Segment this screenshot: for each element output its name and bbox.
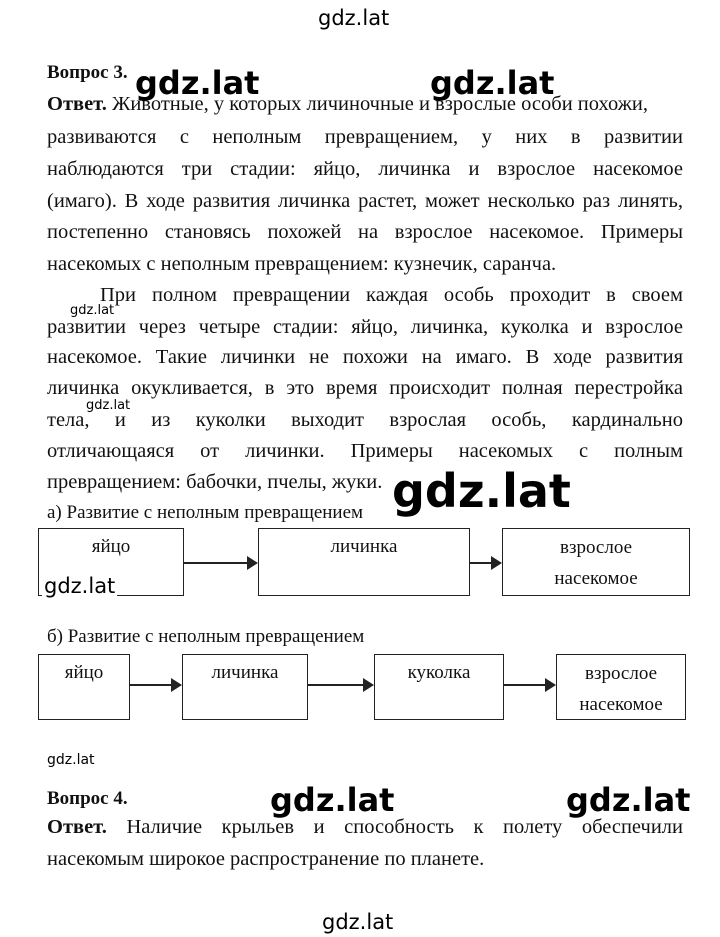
watermark-overlay: gdz.lat [70,303,115,318]
question-4-heading: Вопрос 4. [47,788,128,809]
answer-label: Ответ. [47,93,107,115]
arrow [308,684,372,686]
arrow [504,684,554,686]
question-4-line [47,816,683,839]
stage-box [182,654,308,720]
stage-label: яйцо [91,536,131,557]
paragraph-2-line: превращением: бабочки, пчелы, жуки. [47,471,383,493]
paragraph-1-line: насекомых с неполным превращением: кузнечик, саранча. [47,253,557,275]
stage-box [556,654,686,720]
paragraph-1-text: Животные, у которых личиночные и взрослые особи похожи, [111,93,648,115]
arrow [470,562,500,564]
watermark-overlay: gdz.lat [44,574,116,598]
stage-box [374,654,504,720]
watermark-overlay: gdz.lat [566,781,691,819]
watermark-overlay: gdz.lat [86,398,131,413]
watermark-bottom: gdz.lat [322,910,394,934]
paragraph-2-line: личинка окукливается, в это время происходит полная перестройка [47,377,683,399]
watermark-top: gdz.lat [318,6,390,30]
watermark-overlay: gdz.lat [135,64,260,102]
answer-label: Ответ. [47,816,107,838]
stage-label: личинка [330,536,398,557]
paragraph-1-line [47,93,683,116]
paragraph-1-line: (имаго). В ходе развития личинка растет, может несколько раз линять, [47,190,683,212]
paragraph-2-line: тела, и из куколки выходит взрослая особь, кардинально [47,409,683,431]
question-3-heading: Вопрос 3. [47,62,128,83]
arrow [130,684,180,686]
paragraph-1-line: наблюдаются три стадии: яйцо, личинка и взрослое насекомое [47,158,683,180]
stage-label: взрослое насекомое [579,663,663,715]
paragraph-2-line: развитии через четыре стадии: яйцо, личинка, куколка и взрослое [47,316,683,338]
stage-label: личинка [211,662,279,683]
watermark-overlay: gdz.lat [430,64,555,102]
paragraph-1-line: постепенно становясь похожей на взрослое насекомое. Примеры [47,221,683,243]
paragraph-2-line: При полном превращении каждая особь проходит в своем [100,284,683,306]
stage-label: куколка [407,662,471,683]
paragraph-2-line: отличающаяся от личинки. Примеры насекомых с полным [47,440,683,462]
stage-box [502,528,690,596]
question-4-line: насекомым широкое распространение по планете. [47,848,485,870]
watermark-overlay: gdz.lat [392,464,571,518]
diagram-b-caption: б) Развитие с неполным превращением [47,626,365,647]
paragraph-2-line: насекомое. Такие личинки не похожи на имаго. В ходе развития [47,346,683,368]
stage-label: взрослое насекомое [554,537,638,589]
arrow [184,562,256,564]
stage-label: яйцо [64,662,104,683]
watermark-overlay: gdz.lat [270,781,395,819]
watermark-overlay: gdz.lat [47,752,95,768]
question-4-text: Наличие крыльев и способность к полету обеспечили [126,816,684,838]
stage-box [38,654,130,720]
paragraph-1-line: развиваются с неполным превращением, у них в развитии [47,126,683,148]
stage-box [258,528,470,596]
diagram-a-caption: а) Развитие с неполным превращением [47,502,364,523]
